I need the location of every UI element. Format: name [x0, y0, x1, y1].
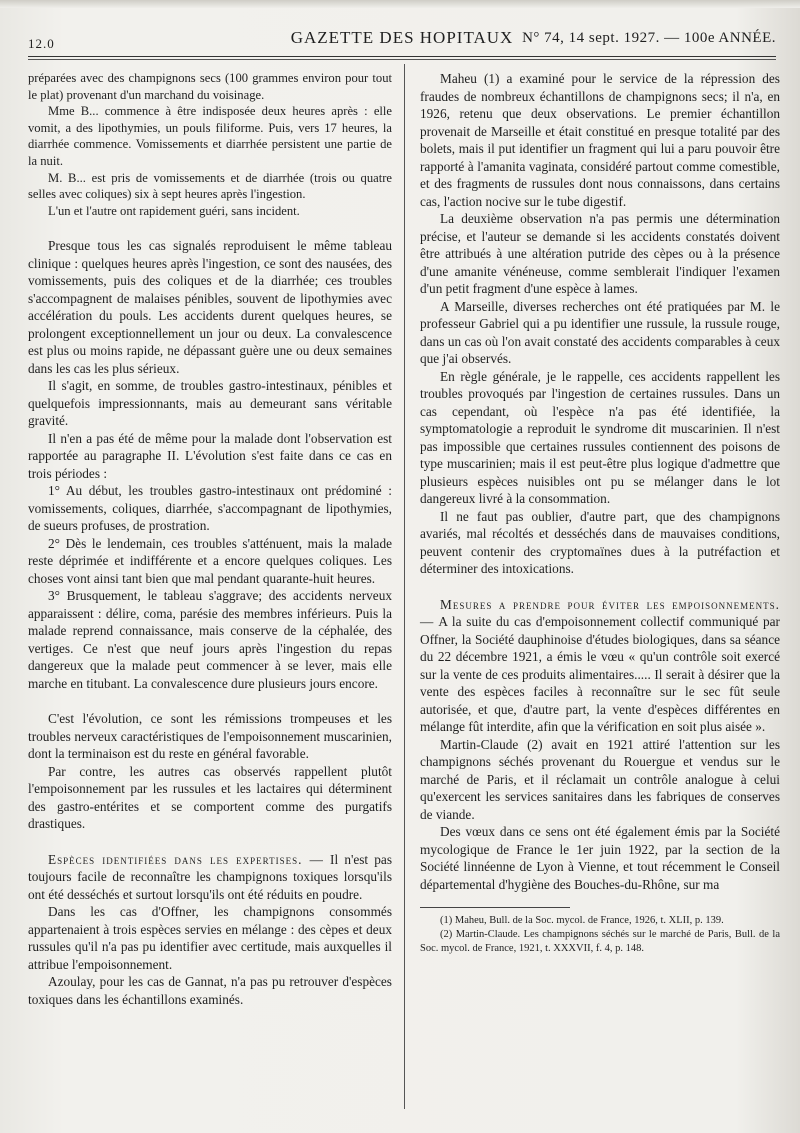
journal-title: GAZETTE DES HOPITAUX	[290, 28, 514, 47]
section-title: Mesures a prendre pour éviter les empoisonnements. —	[420, 596, 780, 629]
paragraph: Des vœux dans ce sens ont été également émis par la Société mycologique de France le 1er juin 1922, par la section de la Société linnéenne de Lyon à Vienne, et tout récemment le Conseil départemental d'hygiène des Bouches-du-Rhône, sur ma	[420, 824, 780, 892]
footnote-rule	[420, 907, 570, 908]
column-divider	[404, 64, 405, 1109]
paragraph: préparées avec des champignons secs (100 grammes environ pour tout le plat) provenant d'un marchand du voisinage.	[28, 71, 392, 102]
section-title: Espèces identifiées dans les expertises. —	[48, 851, 324, 867]
paragraph: A Marseille, diverses recherches ont été pratiquées par M. le professeur Gabriel qui a pu identifier une russule, la russule rouge, dans un cas où l'on avait constaté des accidents comparables à ceux que j'ai observés.	[420, 298, 780, 366]
page-header	[28, 26, 776, 56]
section-text: A la suite du cas d'empoisonnement collectif communiqué par Offner, la Société dauphinoise d'études biologiques, dans sa séance du 22 décembre 1921, a émis le vœu « qu'un contrôle soit exercé sur la vente de ces produits alimentaires..... Il serait à désirer que la vente des espèces faciles à reconnaître sur le sec fût seule autorisée, et que, d'autre part, la vente d'espèces différentes en mélange fût interdite, afin que la vérification en soit plus aisée ».	[420, 614, 780, 734]
left-column	[28, 70, 392, 1008]
paragraph: La deuxième observation n'a pas permis une détermination précise, et l'auteur se demande si les accidents constatés doivent être attribués à une altération putride des cèpes ou à la présence d'une amanite vénéneuse, comme semblerait l'indiquer l'examen d'un petit fragment d'une espèce à lames.	[420, 211, 780, 296]
section-paragraph	[28, 851, 392, 904]
paragraph: C'est l'évolution, ce sont les rémissions trompeuses et les troubles nerveux caractéristiques de l'empoisonnement muscarinien, dont la terminaison est du reste en général favorable.	[28, 711, 392, 762]
header-rule	[28, 56, 776, 57]
paragraph: 2° Dès le lendemain, ces troubles s'atténuent, mais la malade reste déprimée et indifférente et a encore quelques coliques. Les choses vont ainsi tant bien que mal pendant quarante-huit heures.	[28, 535, 392, 586]
paragraph: Il s'agit, en somme, de troubles gastro-intestinaux, pénibles et quelquefois impressionnants, mais au demeurant sans véritable gravité.	[28, 378, 392, 429]
paragraph: Maheu (1) a examiné pour le service de la répression des fraudes de nombreux échantillons de champignons secs; il n'a, en 1926, retenu que deux observations. Le premier échantillon provenait de Marseille et était constitué en presque totalité par des bolets, mais il put identifier un fragment qui lui a paru pouvoir être rapporté à l'amanita vaginata, considéré partout comme comestible, et des fragments de russules dont nous connaissons, dans certains cas, l'action nocive sur le tube digestif.	[420, 71, 780, 209]
page-top-edge	[0, 0, 800, 8]
header-rule-thin	[28, 59, 776, 60]
footnote: (1) Maheu, Bull. de la Soc. mycol. de France, 1926, t. XLII, p. 139.	[440, 915, 724, 926]
paragraph: Presque tous les cas signalés reproduisent le même tableau clinique : quelques heures après l'ingestion, ce sont des nausées, des vomissements, puis des coliques et de la diarrhée; ces troubles s'accompagnent de malaises pénibles, souvent de lipothymies avec accélération du pouls. Les accidents durent quelques heures, se prolongent exceptionnellement un jour ou deux. La convalescence est plus ou moins rapide, ne dépassant guère une ou deux semaines dans les cas les plus sérieux.	[28, 238, 392, 376]
right-column	[420, 70, 780, 956]
section-text: n'est pas toujours facile de reconnaître les champignons toxiques lorsqu'ils ont été desséchés et surtout lorsqu'ils ont été réduits en poudre.	[28, 851, 392, 902]
paragraph: Il ne faut pas oublier, d'autre part, que des champignons avariés, mal récoltés et desséchés dans de mauvaises conditions, peuvent contenir des cryptomaïnes dues à la putréfaction et déterminer des intoxications.	[420, 508, 780, 576]
paragraph: L'un et l'autre ont rapidement guéri, sans incident.	[48, 203, 300, 218]
section-paragraph	[420, 596, 780, 736]
paragraph: 1° Au début, les troubles gastro-intestinaux ont prédominé : vomissements, coliques, diarrhée, s'accompagnant de lipothymies, de sueurs profuses, de prostration.	[28, 483, 392, 534]
page-number: 12.0	[28, 36, 55, 51]
paragraph: En règle générale, je le rappelle, ces accidents rappellent les troubles provoqués par l'ingestion de certaines russules. Dans un cas cependant, où l'espèce n'a pas été identifiée, la symptomatologie a reproduit le syndrome dit muscarinien. Il n'est pas impossible que certaines russules contiennent des poisons de type muscarinien; mais il est peut-être plus logique d'admettre que plusieurs espèces nuisibles ont pu se mélanger dans le lot dangereux livré à la consommation.	[420, 368, 780, 506]
section-first-word: Il	[330, 851, 339, 867]
paragraph: Martin-Claude (2) avait en 1921 attiré l'attention sur les champignons séchés provenant du Rouergue et vendus sur le marché de Paris, et il réclamait un contrôle analogue à celui qu'exercent les services sanitaires dans les fabriques de conserves de viande.	[420, 736, 780, 822]
issue-info: N° 74, 14 sept. 1927. — 100e ANNÉE.	[522, 30, 776, 46]
paragraph: Azoulay, pour les cas de Gannat, n'a pas pu retrouver d'espèces toxiques dans les échantillons examinés.	[28, 974, 392, 1007]
footnote: (2) Martin-Claude. Les champignons séchés sur le marché de Paris, Bull. de la Soc. mycol. de France, 1921, t. XXXVII, f. 4, p. 148.	[420, 929, 780, 954]
paragraph: Dans les cas d'Offner, les champignons consommés appartenaient à trois espèces servies en mélange : des cèpes et deux russules qu'il n'a pas pu identifier avec certitude, mais auxquelles il attribue l'empoisonnement.	[28, 904, 392, 972]
paragraph: Mme B... commence à être indisposée deux heures après : elle vomit, a des lipothymies, un pouls filiforme. Puis, vers 17 heures, la diarrhée commence. Vomissements et diarrhée persistent une partie de la nuit.	[28, 104, 392, 168]
paragraph: 3° Brusquement, le tableau s'aggrave; des accidents nerveux apparaissent : délire, coma, parésie des membres inférieurs. Puis la malade reprend connaissance, mais conserve de la céphalée, des vertiges. Ce n'est que neuf jours après l'ingestion du repas dangereux que la malade peut commencer à se lever, mais elle marche en titubant. La convalescence dure plusieurs jours encore.	[28, 588, 392, 691]
paragraph: M. B... est pris de vomissements et de diarrhée (trois ou quatre selles avec coliques) six à sept heures après l'ingestion.	[28, 170, 392, 202]
paragraph: Il n'en a pas été de même pour la malade dont l'observation est rapportée au paragraphe II. L'évolution s'est faite dans ce cas en trois périodes :	[28, 430, 392, 481]
paragraph: Par contre, les autres cas observés rappellent plutôt l'empoisonnement par les russules et les lactaires qui déterminent des gastro-entérites et se comportent comme des purgatifs drastiques.	[28, 763, 392, 832]
